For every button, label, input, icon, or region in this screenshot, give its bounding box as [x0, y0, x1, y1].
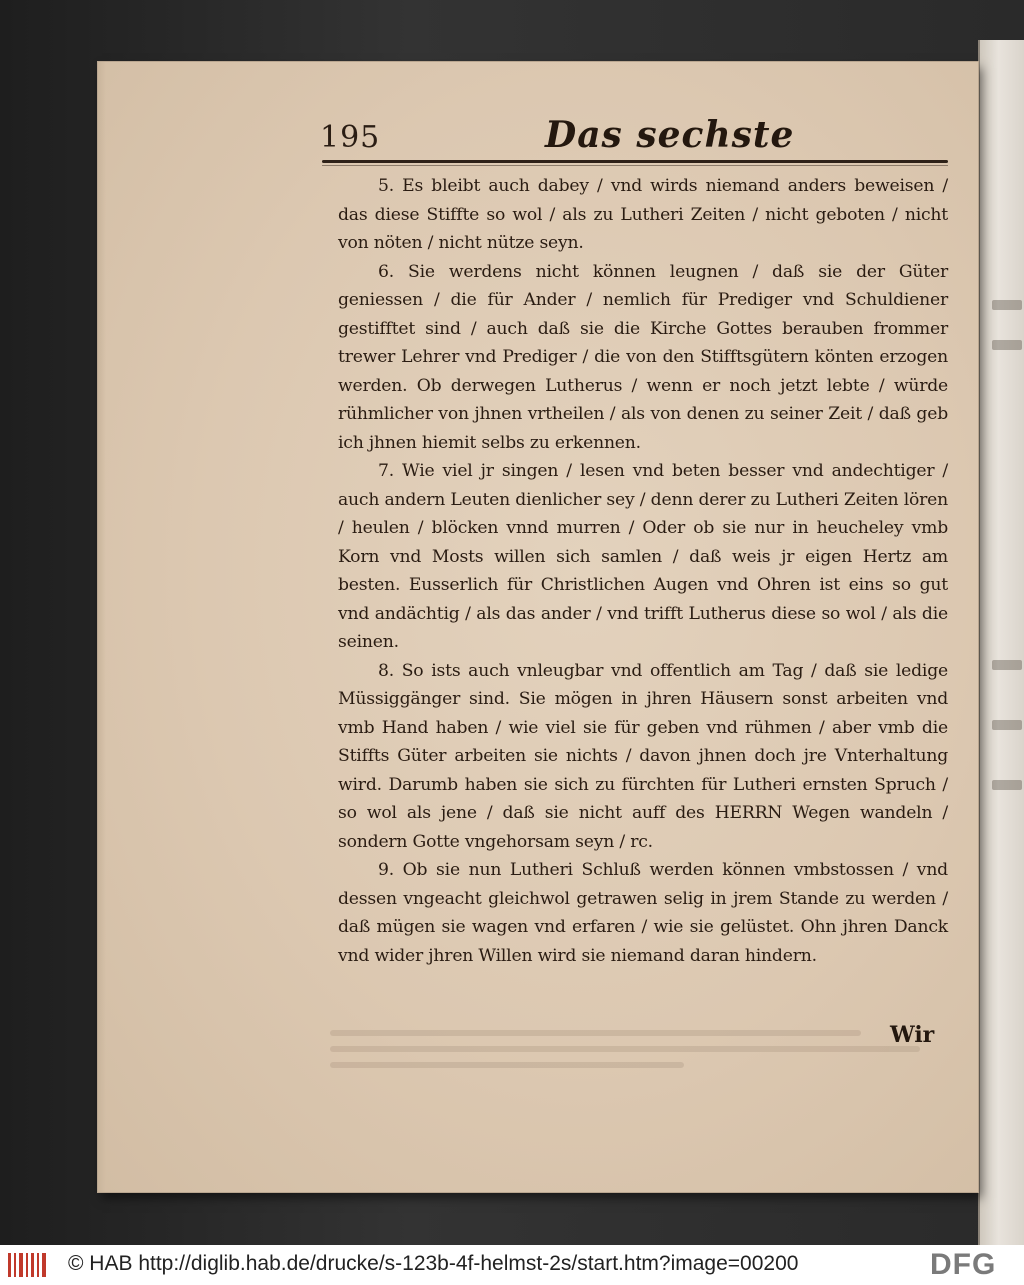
- adjacent-page-edge: [978, 40, 1024, 1245]
- page-header: [320, 108, 960, 168]
- body-text: [338, 172, 948, 970]
- paragraph-6: 6. Sie werdens nicht können leugnen / daß sie der Güter geniessen / die für Ander / nemlich für Prediger vnd Schuldiener gestifftet sind / auch daß sie die Kirche Gottes berauben frommer trewer Lehrer vnd Prediger / die von den Stifftsgütern könten erzogen werden. Ob derwegen Lutherus / wenn er noch jetzt lebte / würde rühmlicher von jhnen vrtheilen / als von denen zu seiner Zeit / daß geb ich jhnen hiemit selbs zu erkennen.: [338, 261, 948, 453]
- paragraph-9: 9. Ob sie nun Lutheri Schluß werden können vmbstossen / vnd dessen vngeacht gleichwol getrawen selig in jrem Stande zu werden / daß mügen sie wagen vnd erfaren / wie sie gelüstet. Ohn jhren Danck vnd wider jhren Willen wird sie niemand daran hindern.: [338, 860, 948, 966]
- catchword: Wir: [890, 1022, 935, 1048]
- copyright-link[interactable]: © HAB http://diglib.hab.de/drucke/s-123b-4f-helmst-2s/start.htm?image=00200: [68, 1252, 799, 1275]
- page-number: 195: [320, 120, 381, 155]
- show-through-text: [330, 1020, 920, 1090]
- paragraph-7: 7. Wie viel jr singen / lesen vnd beten besser vnd andechtiger / auch andern Leuten dienlicher sey / denn derer zu Lutheri Zeiten lören / heulen / blöcken vnnd murren / Oder ob sie nur in heucheley vmb Korn vnd Mosts willen sich samlen / daß weis jr eigen Hertz am besten. Eusserlich für Christlichen Augen vnd Ohren ist eins so gut vnd andächtig / als das ander / vnd trifft Lutherus diese so wol / als die seinen.: [338, 461, 948, 652]
- paragraph-8: 8. So ists auch vnleugbar vnd offentlich am Tag / daß sie ledige Müssiggänger sind. Sie mögen in jhren Häusern sonst arbeiten vnd vmb Hand haben / wie viel sie für geben vnd rühmen / aber vmb die Stiffts Güter arbeiten sie nichts / davon jhnen doch jre Vnterhaltung wird. Darumb haben sie sich zu fürchten für Lutheri ernsten Spruch / so wol als jene / daß sie nicht auff des HERRN Wegen wandeln / sondern Gotte vngehorsam seyn / rc.: [338, 660, 948, 852]
- dfg-logo: DFG: [930, 1248, 997, 1281]
- page-shadow-edge: [98, 62, 106, 1192]
- running-title: Das sechste: [545, 114, 795, 156]
- header-rule-thin: [322, 165, 948, 166]
- header-rule: [322, 160, 948, 163]
- library-barcode-icon: [8, 1253, 48, 1277]
- paragraph-5: 5. Es bleibt auch dabey / vnd wirds niemand anders beweisen / das diese Stiffte so wol / als zu Lutheri Zeiten / nicht geboten / nicht von nöten / nicht nütze seyn.: [338, 176, 948, 253]
- footer-bar: [0, 1245, 1024, 1285]
